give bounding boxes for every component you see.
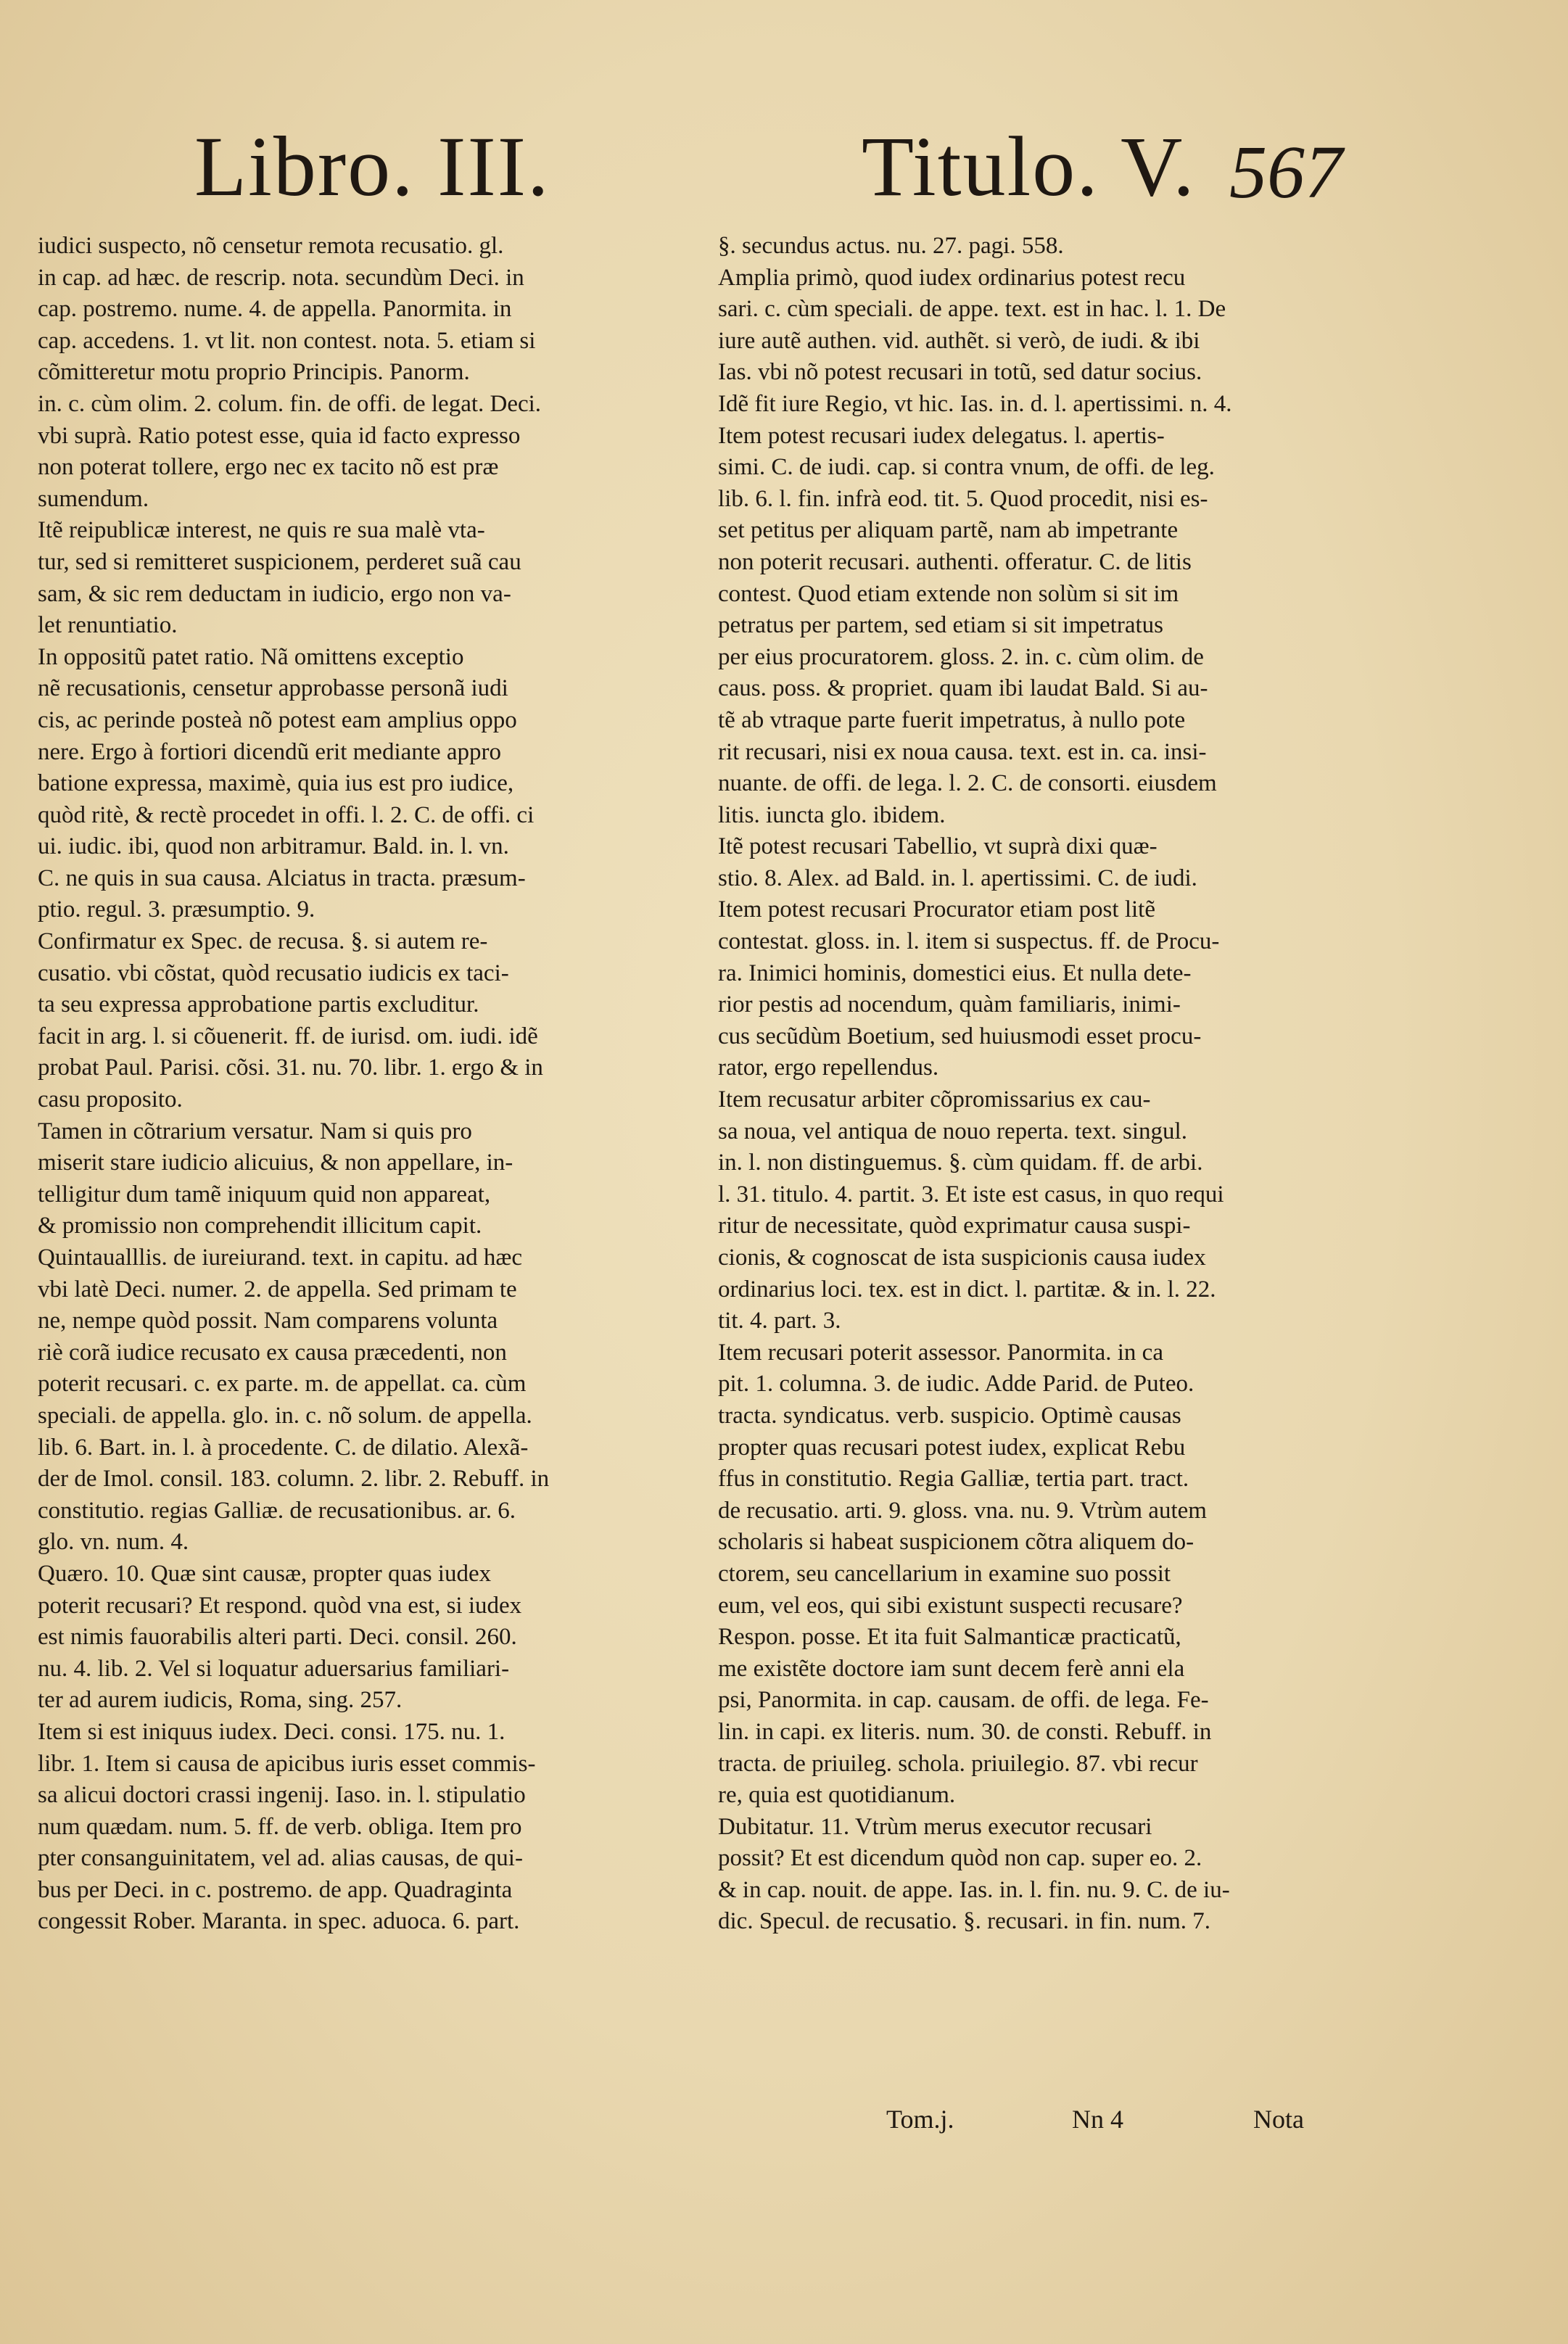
right-text-column	[718, 231, 1331, 1938]
text-line: rit recusari, nisi ex noua causa. text. est in. ca. insi-	[718, 738, 1207, 765]
text-line: ordinarius loci. tex. est in dict. l. partitæ. & in. l. 22.	[718, 1276, 1216, 1303]
text-line: casu proposito.	[38, 1086, 183, 1113]
text-line: in cap. ad hæc. de rescrip. nota. secundùm Deci. in	[38, 264, 524, 291]
volume-mark: Tom.j.	[886, 2105, 954, 2134]
text-line: tur, sed si remitteret suspicionem, perderet suã cau	[38, 548, 521, 575]
text-line: Respon. posse. Et ita fuit Salmanticæ practicatũ,	[718, 1624, 1181, 1651]
text-line: l. 31. titulo. 4. partit. 3. Et iste est casus, in quo requi	[718, 1181, 1224, 1208]
text-line: Quintaualllis. de iureiurand. text. in capitu. ad hæc	[38, 1245, 523, 1271]
text-line: stio. 8. Alex. ad Bald. in. l. apertissimi. C. de iudi.	[718, 864, 1197, 891]
text-line: litis. iuncta glo. ibidem.	[718, 801, 946, 828]
running-header	[0, 116, 1568, 218]
text-line: Quæro. 10. Quæ sint causæ, propter quas iudex	[38, 1560, 492, 1587]
text-line: sari. c. cùm speciali. de appe. text. est in hac. l. 1. De	[718, 296, 1226, 323]
text-line: ctorem, seu cancellarium in examine suo possit	[718, 1560, 1171, 1587]
text-line: speciali. de appella. glo. in. c. nõ solum. de appella.	[38, 1402, 532, 1429]
text-line: me existẽte doctore iam sunt decem ferè anni ela	[718, 1655, 1185, 1682]
text-line: nẽ recusationis, censetur approbasse personã iudi	[38, 675, 508, 702]
text-line: telligitur dum tamẽ iniquum quid non appareat,	[38, 1181, 491, 1208]
text-line: per eius procuratorem. gloss. 2. in. c. cùm olim. de	[718, 643, 1204, 670]
text-line: ptio. regul. 3. præsumptio. 9.	[38, 896, 315, 923]
text-line: poterit recusari? Et respond. quòd vna est, si iudex	[38, 1592, 522, 1619]
text-line: nere. Ergo à fortiori dicendũ erit mediante appro	[38, 738, 501, 765]
text-line: bus per Deci. in c. postremo. de app. Quadraginta	[38, 1876, 513, 1903]
text-line: tracta. de priuileg. schola. priuilegio. 87. vbi recur	[718, 1750, 1198, 1777]
text-line: ffus in constitutio. Regia Galliæ, tertia part. tract.	[718, 1466, 1189, 1493]
text-line: ui. iudic. ibi, quod non arbitramur. Bald. in. l. vn.	[38, 833, 509, 860]
text-line: pter consanguinitatem, vel ad. alias causas, de qui-	[38, 1845, 523, 1872]
text-line: miserit stare iudicio alicuius, & non appellare, in-	[38, 1150, 513, 1176]
text-line: batione expressa, maximè, quia ius est pro iudice,	[38, 770, 514, 797]
text-line: eum, vel eos, qui sibi existunt suspecti recusare?	[718, 1592, 1183, 1619]
text-line: non poterat tollere, ergo nec ex tacito nõ est præ	[38, 454, 499, 481]
header-title: Titulo. V.	[862, 119, 1196, 214]
text-line: Itẽ reipublicæ interest, ne quis re sua malè vta-	[38, 517, 485, 544]
text-line: iure autẽ authen. vid. authẽt. si verò, de iudi. & ibi	[718, 327, 1200, 354]
text-line: probat Paul. Parisi. cõsi. 31. nu. 70. libr. 1. ergo & in	[38, 1055, 543, 1081]
text-line: libr. 1. Item si causa de apicibus iuris esset commis-	[38, 1750, 536, 1777]
text-line: psi, Panormita. in cap. causam. de offi. de lega. Fe-	[718, 1687, 1209, 1714]
text-line: Tamen in cõtrarium versatur. Nam si quis pro	[38, 1118, 472, 1144]
text-line: contestat. gloss. in. l. item si suspectus. ff. de Procu-	[718, 928, 1220, 955]
text-line: sa alicui doctori crassi ingenij. Iaso. in. l. stipulatio	[38, 1782, 526, 1809]
text-line: cap. accedens. 1. vt lit. non contest. nota. 5. etiam si	[38, 327, 536, 354]
text-line: tracta. syndicatus. verb. suspicio. Optimè causas	[718, 1402, 1181, 1429]
text-line: propter quas recusari potest iudex, explicat Rebu	[718, 1434, 1186, 1461]
text-line: ta seu expressa approbatione partis excluditur.	[38, 991, 479, 1018]
text-line: der de Imol. consil. 183. column. 2. libr. 2. Rebuff. in	[38, 1466, 550, 1493]
page-footer	[0, 2101, 1568, 2137]
text-line: Item recusatur arbiter cõpromissarius ex cau-	[718, 1086, 1151, 1113]
text-line: & promissio non comprehendit illicitum capit.	[38, 1213, 482, 1239]
text-line: facit in arg. l. si cõuenerit. ff. de iurisd. om. iudi. idẽ	[38, 1023, 538, 1049]
text-line: nu. 4. lib. 2. Vel si loquatur aduersarius familiari-	[38, 1655, 510, 1682]
text-line: Idẽ fit iure Regio, vt hic. Ias. in. d. l. apertissimi. n. 4.	[718, 390, 1232, 417]
text-line: §. secundus actus. nu. 27. pagi. 558.	[718, 233, 1064, 259]
text-line: lib. 6. Bart. in. l. à procedente. C. de dilatio. Alexã-	[38, 1434, 529, 1461]
left-text-column	[38, 231, 647, 1938]
text-line: cionis, & cognoscat de ista suspicionis causa iudex	[718, 1245, 1206, 1271]
text-line: constitutio. regias Galliæ. de recusationibus. ar. 6.	[38, 1497, 516, 1524]
text-line: congessit Rober. Maranta. in spec. aduoca. 6. part.	[38, 1908, 520, 1935]
header-book: Libro. III.	[194, 119, 550, 214]
text-line: Item recusari poterit assessor. Panormita. in ca	[718, 1339, 1163, 1366]
catchword: Nota	[1253, 2105, 1304, 2134]
text-line: & in cap. nouit. de appe. Ias. in. l. fin. nu. 9. C. de iu-	[718, 1876, 1230, 1903]
text-line: vbi latè Deci. numer. 2. de appella. Sed primam te	[38, 1276, 517, 1303]
text-line: glo. vn. num. 4.	[38, 1529, 189, 1556]
text-line: Itẽ potest recusari Tabellio, vt suprà dixi quæ-	[718, 833, 1158, 860]
text-line: est nimis fauorabilis alteri parti. Deci. consil. 260.	[38, 1624, 517, 1651]
text-line: de recusatio. arti. 9. gloss. vna. nu. 9. Vtrùm autem	[718, 1497, 1207, 1524]
text-line: petratus per partem, sed etiam si sit impetratus	[718, 612, 1163, 639]
text-line: sa noua, vel antiqua de nouo reperta. text. singul.	[718, 1118, 1187, 1144]
text-line: quòd ritè, & rectè procedet in offi. l. 2. C. de offi. ci	[38, 801, 535, 828]
text-line: ne, nempe quòd possit. Nam comparens volunta	[38, 1308, 498, 1334]
text-line: In oppositũ patet ratio. Nã omittens exceptio	[38, 643, 464, 670]
text-line: Ias. vbi nõ potest recusari in totũ, sed datur socius.	[718, 359, 1202, 386]
signature-mark: Nn 4	[1072, 2105, 1123, 2134]
text-line: rior pestis ad nocendum, quàm familiaris, inimi-	[718, 991, 1181, 1018]
text-line: riè corã iudice recusato ex causa præcedenti, non	[38, 1339, 507, 1366]
text-line: simi. C. de iudi. cap. si contra vnum, de offi. de leg.	[718, 454, 1215, 481]
text-line: ritur de necessitate, quòd exprimatur causa suspi-	[718, 1213, 1191, 1239]
text-line: iudici suspecto, nõ censetur remota recusatio. gl.	[38, 233, 504, 259]
text-line: sam, & sic rem deductam in iudicio, ergo non va-	[38, 580, 511, 607]
text-line: in. c. cùm olim. 2. colum. fin. de offi. de legat. Deci.	[38, 390, 542, 417]
text-line: cis, ac perinde posteà nõ potest eam amplius oppo	[38, 706, 517, 733]
text-line: non poterit recusari. authenti. offeratur. C. de litis	[718, 548, 1192, 575]
text-line: re, quia est quotidianum.	[718, 1782, 956, 1809]
text-line: cus secũdùm Boetium, sed huiusmodi esset procu-	[718, 1023, 1202, 1049]
text-line: scholaris si habeat suspicionem cõtra aliquem do-	[718, 1529, 1194, 1556]
text-line: vbi suprà. Ratio potest esse, quia id facto expresso	[38, 422, 521, 449]
text-line: pit. 1. columna. 3. de iudic. Adde Parid. de Puteo.	[718, 1371, 1194, 1398]
text-line: contest. Quod etiam extende non solùm si sit im	[718, 580, 1179, 607]
text-line: set petitus per aliquam partẽ, nam ab impetrante	[718, 517, 1179, 544]
text-line: cõmitteretur motu proprio Principis. Panorm.	[38, 359, 470, 386]
text-line: num quædam. num. 5. ff. de verb. obliga. Item pro	[38, 1813, 522, 1840]
text-line: Dubitatur. 11. Vtrùm merus executor recusari	[718, 1813, 1152, 1840]
text-line: possit? Et est dicendum quòd non cap. super eo. 2.	[718, 1845, 1202, 1872]
text-line: C. ne quis in sua causa. Alciatus in tracta. præsum-	[38, 864, 526, 891]
text-line: tit. 4. part. 3.	[718, 1308, 841, 1334]
text-line: lin. in capi. ex literis. num. 30. de consti. Rebuff. in	[718, 1718, 1212, 1745]
text-line: dic. Specul. de recusatio. §. recusari. in fin. num. 7.	[718, 1908, 1211, 1935]
text-line: tẽ ab vtraque parte fuerit impetratus, à nullo pote	[718, 706, 1186, 733]
text-line: poterit recusari. c. ex parte. m. de appellat. ca. cùm	[38, 1371, 527, 1398]
text-line: cusatio. vbi cõstat, quòd recusatio iudicis ex taci-	[38, 960, 509, 986]
text-line: rator, ergo repellendus.	[718, 1055, 939, 1081]
text-line: lib. 6. l. fin. infrà eod. tit. 5. Quod procedit, nisi es-	[718, 485, 1208, 512]
text-line: cap. postremo. nume. 4. de appella. Panormita. in	[38, 296, 512, 323]
text-line: ter ad aurem iudicis, Roma, sing. 257.	[38, 1687, 403, 1714]
text-line: Confirmatur ex Spec. de recusa. §. si autem re-	[38, 928, 488, 955]
text-line: Amplia primò, quod iudex ordinarius potest recu	[718, 264, 1186, 291]
text-line: ra. Inimici hominis, domestici eius. Et nulla dete-	[718, 960, 1192, 986]
text-line: nuante. de offi. de lega. l. 2. C. de consorti. eiusdem	[718, 770, 1217, 797]
text-line: Item potest recusari Procurator etiam post litẽ	[718, 896, 1155, 923]
text-line: caus. poss. & propriet. quam ibi laudat Bald. Si au-	[718, 675, 1208, 702]
text-line: Item si est iniquus iudex. Deci. consi. 175. nu. 1.	[38, 1718, 506, 1745]
text-line: Item potest recusari iudex delegatus. l. apertis-	[718, 422, 1165, 449]
text-line: in. l. non distinguemus. §. cùm quidam. ff. de arbi.	[718, 1150, 1203, 1176]
text-line: sumendum.	[38, 485, 149, 512]
page-number: 567	[1229, 131, 1342, 214]
text-line: let renuntiatio.	[38, 612, 178, 639]
